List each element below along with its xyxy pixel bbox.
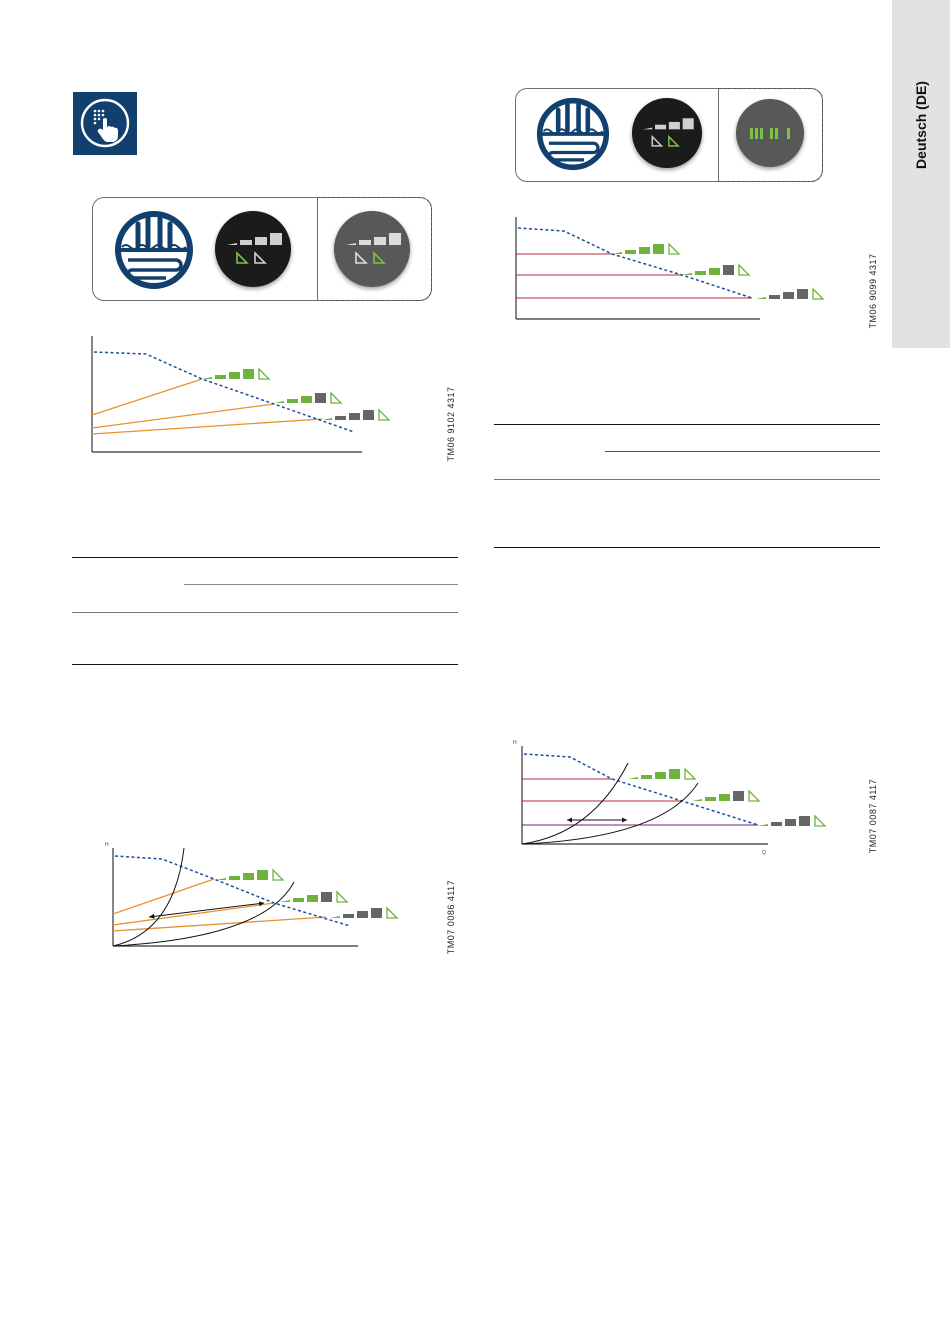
table-rule-sub xyxy=(184,584,458,585)
speed-indicator xyxy=(322,410,389,420)
speed-control-disc[interactable] xyxy=(215,211,291,287)
figure-code: TM07 0086 4117 xyxy=(446,879,456,955)
table-rule-sub xyxy=(605,451,880,452)
curve-chart-right-top xyxy=(512,215,832,325)
curve-chart-left-top xyxy=(88,332,418,457)
underfloor-heating-icon xyxy=(536,97,610,171)
speed-indicator xyxy=(692,791,759,801)
language-tab[interactable] xyxy=(892,0,950,348)
speed-indicator xyxy=(274,393,341,403)
speed-indicator xyxy=(216,870,283,880)
touch-control-icon xyxy=(73,92,137,155)
speed-indicator xyxy=(280,892,347,902)
table-rule-bottom xyxy=(72,664,458,665)
axis-letter-y: H xyxy=(105,842,109,848)
speed-indicator xyxy=(330,908,397,918)
underfloor-heating-icon xyxy=(114,210,194,290)
table-rule-top xyxy=(72,557,458,558)
constant-curve-disc[interactable] xyxy=(736,99,804,167)
axis-letter-y: H xyxy=(513,740,517,746)
speed-indicator xyxy=(682,265,749,275)
table-rule-top xyxy=(494,424,880,425)
speed-indicator xyxy=(612,244,679,254)
curve-chart-right-bottom xyxy=(512,738,832,858)
speed-control-disc[interactable] xyxy=(632,98,702,168)
speed-indicator xyxy=(756,289,823,299)
figure-code: TM07 0087 4117 xyxy=(868,778,878,854)
speed-indicator xyxy=(628,769,695,779)
figure-code: TM06 9102 4317 xyxy=(446,386,456,462)
speed-indicator xyxy=(758,816,825,826)
table-rule-mid xyxy=(72,612,458,613)
speed-indicator xyxy=(202,369,269,379)
speed-control-disc-alt[interactable] xyxy=(334,211,410,287)
table-rule-bottom xyxy=(494,547,880,548)
figure-code: TM06 9099 4317 xyxy=(868,253,878,329)
table-rule-mid xyxy=(494,479,880,480)
language-tab-label: Deutsch (DE) xyxy=(913,81,929,169)
curve-chart-left-bottom xyxy=(104,840,434,960)
axis-letter-x: Q xyxy=(762,850,766,856)
